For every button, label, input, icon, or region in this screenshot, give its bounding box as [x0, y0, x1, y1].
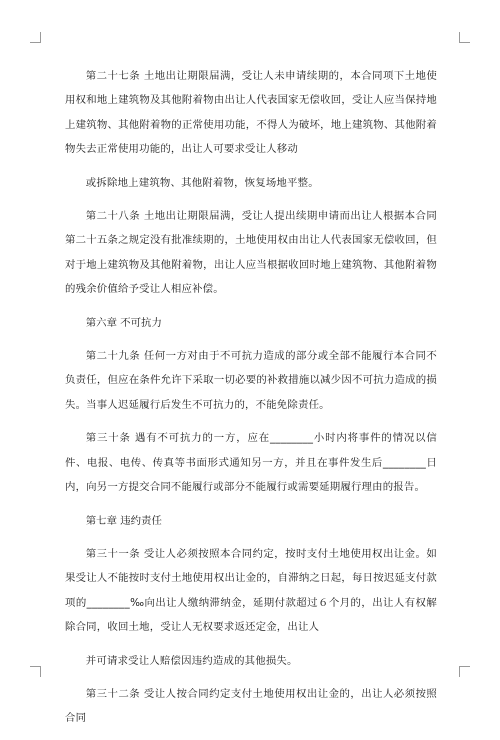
crop-mark-top-right — [459, 32, 470, 43]
article-28-paragraph: 第二十八条 土地出让期限届满，受让人提出续期申请而出让人根据本合同第二十五条之规定没有批准续期的，土地使用权由出让人代表国家无偿收回，但对于地上建筑物及其他附着物，出让人应当根据收回时地上建筑物、其他附着物的残余价值给予受让人相应补偿。 — [65, 210, 437, 296]
crop-mark-top-left — [30, 32, 41, 43]
article-27-continuation: 或拆除地上建筑物、其他附着物，恢复场地平整。 — [85, 176, 319, 189]
article-31-continuation: 并可请求受让人赔偿因违约造成的其他损失。 — [85, 654, 298, 667]
article-31-paragraph: 第三十一条 受让人必须按照本合同约定，按时支付土地使用权出让金。如果受让人不能按时支付土地使用权出让金的，自滞纳之日起，每日按迟延支付款项的________‰向出让人缴纳滞纳金，延期付款超过６个月的，出让人有权解除合同，收回土地，受让人无权要求返还定金，出让人 — [65, 547, 437, 634]
chapter-7-heading: 第七章 违约责任 — [85, 514, 162, 527]
crop-mark-bottom-left — [30, 666, 41, 677]
article-29-paragraph: 第二十九条 任何一方对由于不可抗力造成的部分或全部不能履行本合同不负责任，但应在条件允许下采取一切必要的补救措施以减少因不可抗力造成的损失。当事人迟延履行后发生不可抗力的，不能免除责任。 — [65, 350, 437, 411]
article-32-paragraph: 第三十二条 受让人按合同约定支付土地使用权出让金的，出让人必须按照合同 — [65, 687, 437, 725]
chapter-6-heading: 第六章 不可抗力 — [85, 316, 162, 329]
article-30-paragraph: 第三十条 遇有不可抗力的一方，应在________小时内将事件的情况以信件、电报、电传、传真等书面形式通知另一方，并且在事件发生后________日内，向另一方提交合同不能履行或部分不能履行或需要延期履行理由的报告。 — [65, 432, 437, 494]
crop-mark-bottom-right — [459, 666, 470, 677]
document-body — [65, 64, 437, 740]
article-27-paragraph: 第二十七条 土地出让期限届满，受让人未申请续期的，本合同项下土地使用权和地上建筑物及其他附着物由出让人代表国家无偿收回，受让人应当保持地上建筑物、其他附着物的正常使用功能，不得人为破坏，地上建筑物、其他附着物失去正常使用功能的，出让人可要求受让人移动 — [65, 70, 437, 156]
